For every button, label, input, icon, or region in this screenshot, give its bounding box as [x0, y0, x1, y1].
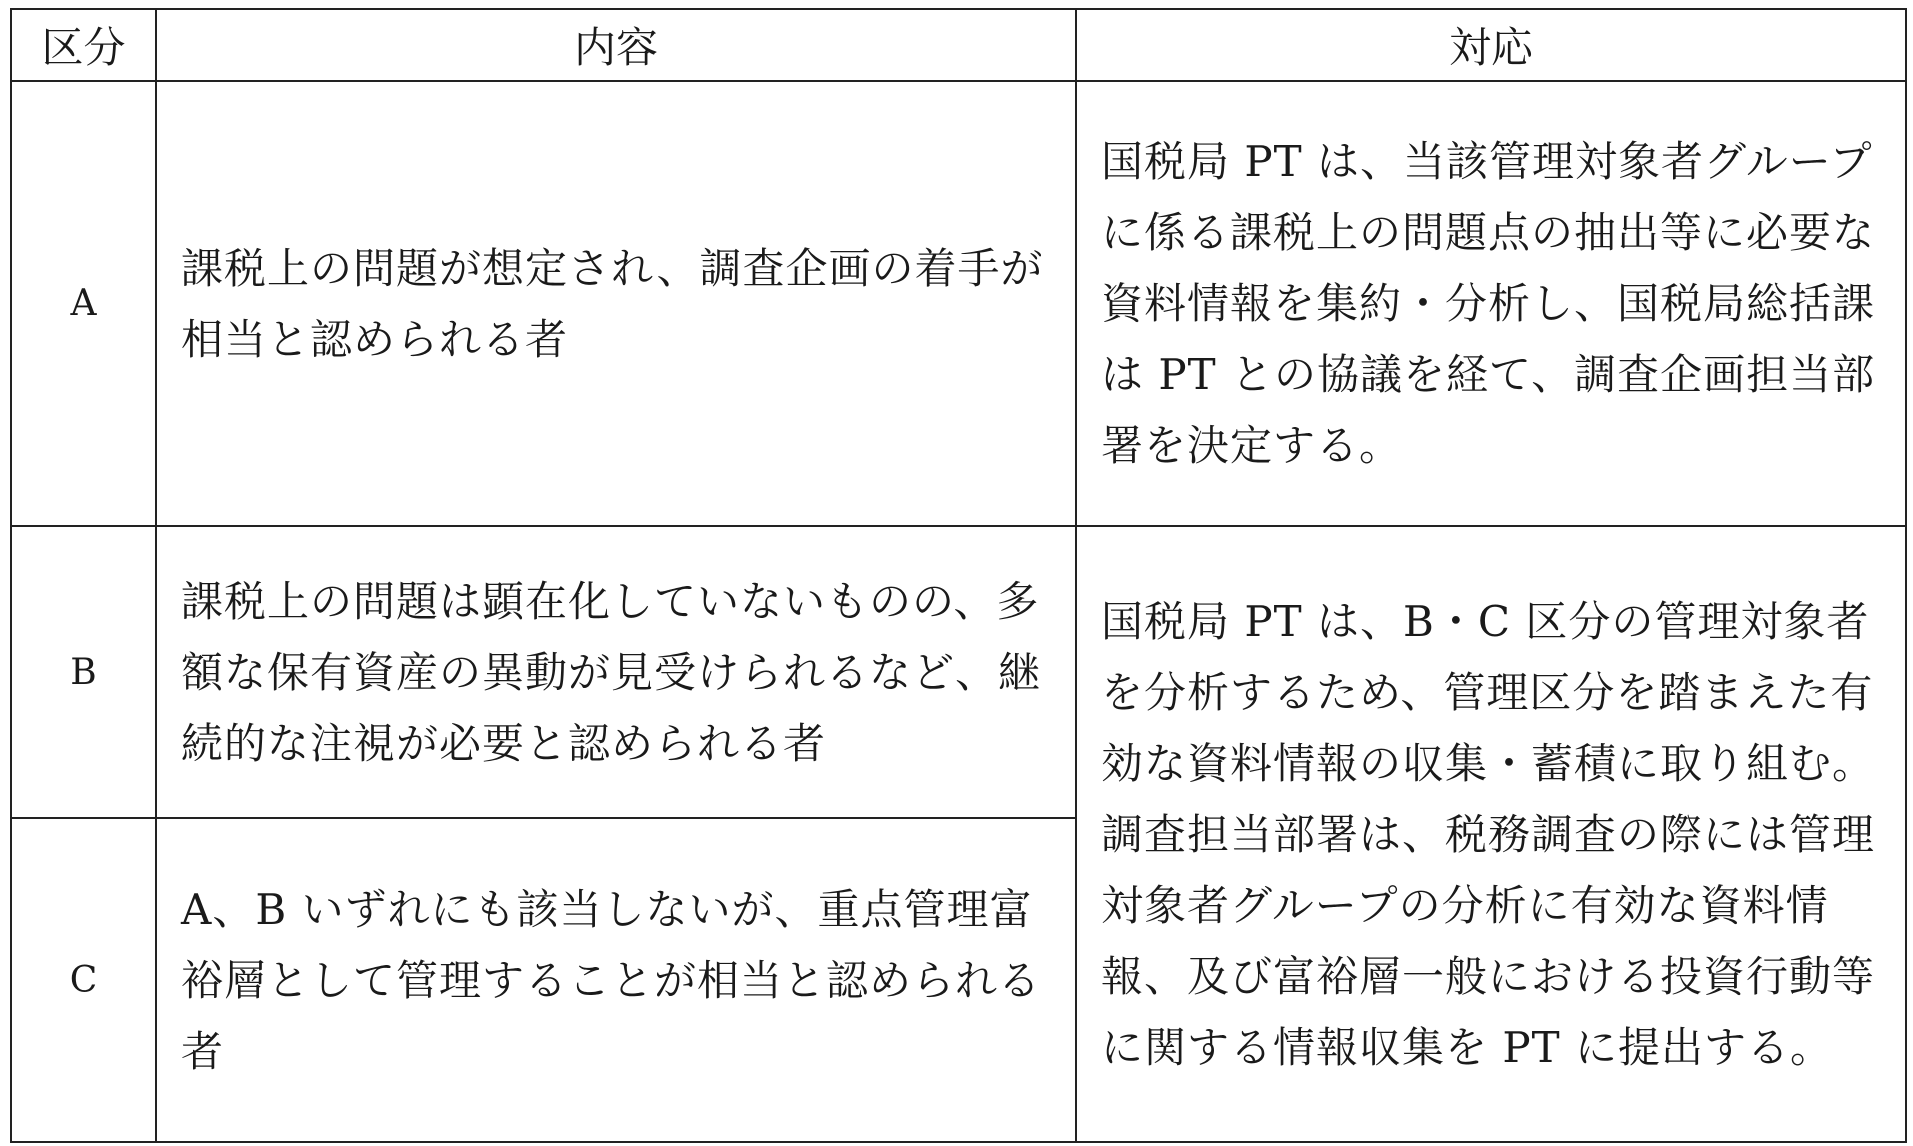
response-cell-a: 国税局 PT は、当該管理対象者グループに係る課税上の問題点の抽出等に必要な資料情報を集約・分析し、国税局総括課は PT との協議を経て、調査企画担当部署を決定する。 — [1076, 81, 1906, 526]
response-cell-bc: 国税局 PT は、B・C 区分の管理対象者を分析するため、管理区分を踏まえた有効な資料情報の収集・蓄積に取り組む。調査担当部署は、税務調査の際には管理対象者グループの分析に有効な資料情報、及び富裕層一般における投資行動等に関する情報収集を PT に提出する。 — [1076, 526, 1906, 1142]
classification-table — [10, 8, 1907, 1143]
content-cell-a: 課税上の問題が想定され、調査企画の着手が相当と認められる者 — [156, 81, 1076, 526]
table-row-b — [11, 526, 1906, 818]
category-cell-b: B — [11, 526, 156, 818]
category-cell-a: A — [11, 81, 156, 526]
table-row-a — [11, 81, 1906, 526]
header-response: 対応 — [1076, 9, 1906, 81]
category-cell-c: C — [11, 818, 156, 1142]
content-cell-c: A、B いずれにも該当しないが、重点管理富裕層として管理することが相当と認められる者 — [156, 818, 1076, 1142]
header-row — [11, 9, 1906, 81]
header-content: 内容 — [156, 9, 1076, 81]
content-cell-b: 課税上の問題は顕在化していないものの、多額な保有資産の異動が見受けられるなど、継続的な注視が必要と認められる者 — [156, 526, 1076, 818]
header-category: 区分 — [11, 9, 156, 81]
